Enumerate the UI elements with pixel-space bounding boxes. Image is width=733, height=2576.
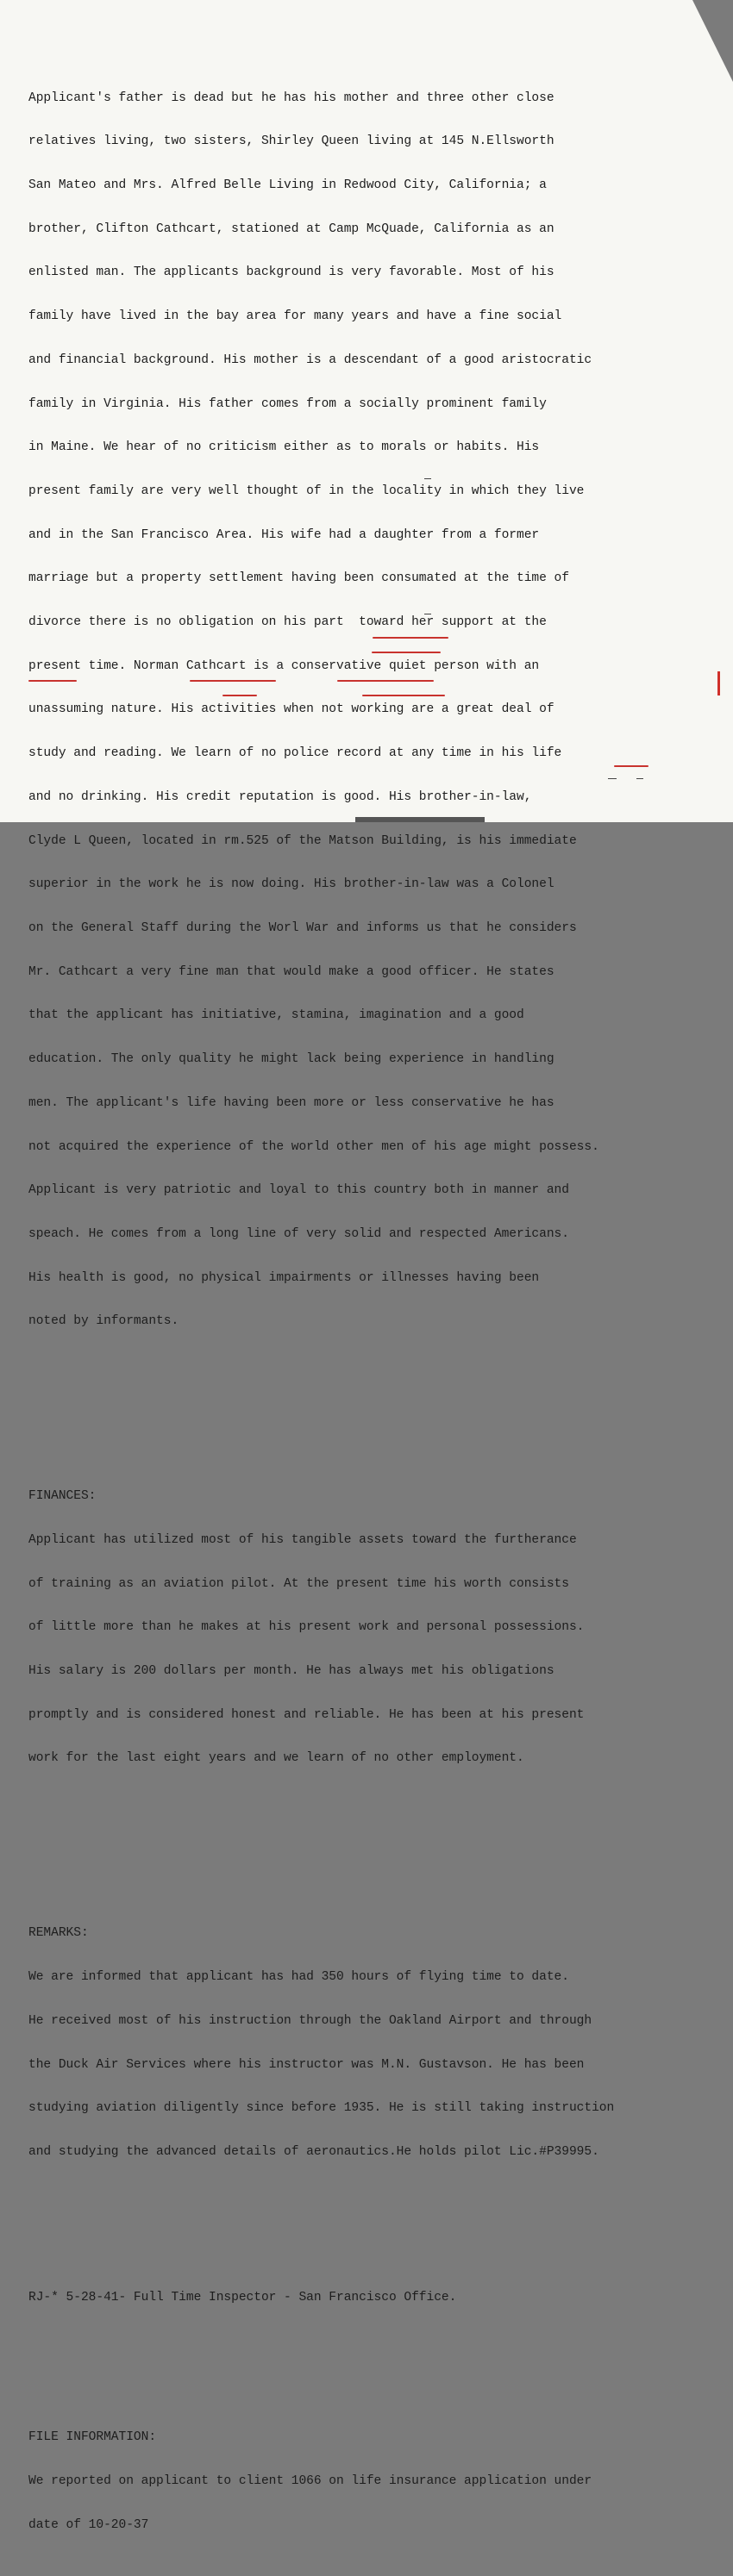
text-line: promptly and is considered honest and reliable. He has been at his present	[28, 1707, 585, 1722]
text-line: men. The applicant's life having been more or less conservative he has	[28, 1095, 554, 1110]
text-line: the Duck Air Services where his instructor was M.N. Gustavson. He has been	[28, 2057, 585, 2072]
text-line: on the General Staff during the Worl War and informs us that he considers	[28, 920, 577, 935]
text-line: date of 10-20-37	[28, 2517, 149, 2532]
text-line: speach. He comes from a long line of very solid and respected Americans.	[28, 1226, 569, 1241]
red-underline-studying	[28, 680, 77, 682]
text-line: and in the San Francisco Area. His wife had a daughter from a former	[28, 527, 540, 542]
family-background-paragraph	[28, 62, 718, 1358]
text-line: present family are very well thought of in the locality in which they live	[28, 483, 585, 498]
text-line: divorce there is no obligation on his part toward her support at the	[28, 615, 547, 630]
document-text	[28, 33, 718, 2576]
red-underline-through	[372, 652, 441, 653]
text-line: unassuming nature. His activities when not working are a great deal of	[28, 702, 554, 717]
text-line: studying aviation diligently since before 1935. He is still taking instruction	[28, 2101, 615, 2116]
text-line: education. The only quality he might lack being experience in handling	[28, 1052, 554, 1067]
text-line: that the applicant has initiative, stamina, imagination and a good	[28, 1008, 524, 1023]
text-line: We reported on applicant to client 1066 on life insurance application under	[28, 2473, 592, 2488]
text-line: family have lived in the bay area for many years and have a fine social	[28, 309, 562, 324]
text-line: noted by informants.	[28, 1314, 179, 1329]
text-line: His salary is 200 dollars per month. He has always met his obligations	[28, 1664, 554, 1679]
section-dash	[636, 778, 643, 779]
scanner-edge	[355, 817, 485, 822]
finances-heading: FINANCES:	[28, 1489, 97, 1504]
text-line: not acquired the experience of the world other men of his age might possess.	[28, 1139, 599, 1154]
text-line: He received most of his instruction through the Oakland Airport and through	[28, 2013, 592, 2028]
text-line: enlisted man. The applicants background is very favorable. Most of his	[28, 265, 554, 280]
text-line: His health is good, no physical impairments or illnesses having been	[28, 1270, 540, 1285]
text-line: and financial background. His mother is a descendant of a good aristocratic	[28, 352, 592, 367]
section-dash	[424, 478, 431, 479]
inspector-line: RJ-* 5-28-41- Full Time Inspector - San Francisco Office.	[28, 2291, 457, 2305]
red-underline-details	[222, 695, 257, 696]
red-underline-diligently	[190, 680, 276, 682]
text-line: family in Virginia. His father comes from a socially prominent family	[28, 396, 547, 411]
text-line: work for the last eight years and we learn of no other employment.	[28, 1751, 524, 1766]
text-line: relatives living, two sisters, Shirley Queen living at 145 N.Ellsworth	[28, 134, 554, 149]
red-underline-application	[614, 765, 648, 767]
text-line: We are informed that applicant has had 350 hours of flying time to date.	[28, 1970, 569, 1985]
text-line: marriage but a property settlement having been consumated at the time of	[28, 571, 569, 586]
red-underline-before	[337, 680, 434, 682]
text-line: Applicant has utilized most of his tangible assets toward the furtherance	[28, 1532, 577, 1547]
text-line: of little more than he makes at his present work and personal possessions.	[28, 1620, 585, 1635]
text-line: Mr. Cathcart a very fine man that would make a good officer. He states	[28, 964, 554, 979]
red-underline-hours	[373, 637, 448, 639]
text-line: brother, Clifton Cathcart, stationed at Camp McQuade, California as an	[28, 221, 554, 236]
red-underline-aeronautics	[362, 695, 445, 696]
text-line: in Maine. We hear of no criticism either as to morals or habits. His	[28, 440, 540, 455]
section-dash	[608, 778, 617, 779]
finances-section	[28, 1460, 718, 1795]
text-line: and no drinking. His credit reputation is good. His brother-in-law,	[28, 789, 532, 804]
text-line: present time. Norman Cathcart is a conservative quiet person with an	[28, 658, 540, 673]
text-line: and studying the advanced details of aeronautics.He holds pilot Lic.#P39995.	[28, 2144, 599, 2159]
text-line: Clyde L Queen, located in rm.525 of the Matson Building, is his immediate	[28, 833, 577, 848]
red-margin-mark	[717, 671, 720, 695]
remarks-heading: REMARKS:	[28, 1926, 89, 1941]
text-line: of training as an aviation pilot. At the present time his worth consists	[28, 1576, 569, 1591]
file-information-section	[28, 2401, 718, 2561]
text-line: Applicant's father is dead but he has his mother and three other close	[28, 90, 554, 105]
text-line: study and reading. We learn of no police record at any time in his life	[28, 746, 562, 761]
text-line: superior in the work he is now doing. His brother-in-law was a Colonel	[28, 877, 554, 892]
text-line: San Mateo and Mrs. Alfred Belle Living in Redwood City, California; a	[28, 178, 547, 193]
remarks-section	[28, 1898, 718, 2189]
text-line: Applicant is very patriotic and loyal to this country both in manner and	[28, 1183, 569, 1198]
file-information-heading: FILE INFORMATION:	[28, 2430, 157, 2445]
